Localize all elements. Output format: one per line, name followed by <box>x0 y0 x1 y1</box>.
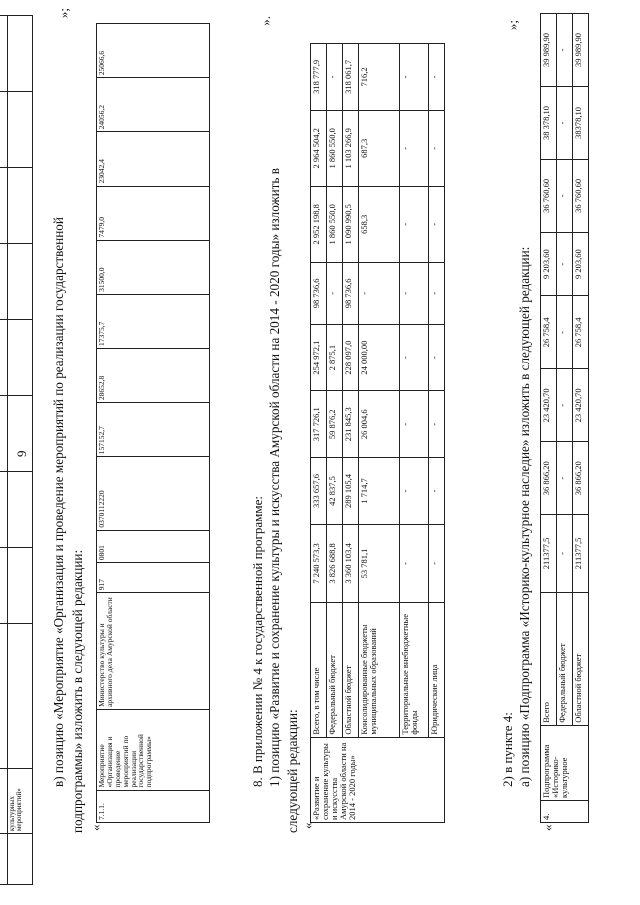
subprogram-cell: - <box>557 296 573 369</box>
subprogram-cell: 39 989,90 <box>573 14 589 87</box>
program-cell: - <box>327 44 343 111</box>
program-cell: 53 781,1 <box>359 524 400 602</box>
program-cell: 1 714,7 <box>359 458 400 525</box>
row-711-executor: Министерство культуры и архивного дела Амурской области <box>97 593 210 710</box>
top-table <box>0 15 33 885</box>
row-711-val: 23042,4 <box>97 132 210 186</box>
subprogram-cell: - <box>557 87 573 160</box>
program-cell: 59 876,2 <box>327 391 343 458</box>
subprogram-cell: - <box>557 515 573 593</box>
subprogram-cell: - <box>557 369 573 442</box>
subprogram-cell: 36 866,20 <box>541 442 557 515</box>
program-cell: - <box>359 262 400 324</box>
program-cell: 333 657,6 <box>311 458 327 525</box>
subprogram-cell: 211377,5 <box>541 515 557 593</box>
program-row-label: Консолидированные бюджеты муниципальных образований <box>359 603 400 738</box>
row-711-val: 31500,0 <box>97 240 210 294</box>
subprogram-cell: 9 203,60 <box>573 232 589 296</box>
program-cell: 98 736,6 <box>343 262 359 324</box>
subprogram-cell: - <box>557 232 573 296</box>
subprogram-cell: 38 378,10 <box>541 87 557 160</box>
program-cell: 3 360 103,4 <box>343 524 359 602</box>
subprogram-cell: 39 989,90 <box>541 14 557 87</box>
program-cell: - <box>429 324 445 391</box>
program-cell: - <box>429 458 445 525</box>
program-cell: - <box>429 186 445 262</box>
program-cell: 1 860 550,0 <box>327 186 343 262</box>
program-cell: 1 090 990,5 <box>343 186 359 262</box>
program-row-label: Областной бюджет <box>343 603 359 738</box>
program-table <box>310 43 445 823</box>
program-name: «Развитие и сохранение культуры и искусства Амурской области на 2014 - 2020 годы» <box>311 737 445 822</box>
program-row-label: Федеральный бюджет <box>327 603 343 738</box>
program-cell: - <box>429 262 445 324</box>
subprogram-cell: 26 758,4 <box>573 296 589 369</box>
program-cell: - <box>400 262 429 324</box>
subprogram-cell: 23 420,70 <box>541 369 557 442</box>
program-cell: 318 777,9 <box>311 44 327 111</box>
subprogram-cell: 36 760,60 <box>573 159 589 232</box>
program-cell: 318 061,7 <box>343 44 359 111</box>
row-711-name: Мероприятие «Организация и проведение мероприятий по реализации государственной подпрограммы» <box>97 709 210 790</box>
program-cell: - <box>400 44 429 111</box>
program-row-label: Всего, в том числе <box>311 603 327 738</box>
subprogram-row-label: Всего <box>541 592 557 725</box>
program-cell: - <box>429 391 445 458</box>
subprogram-cell: - <box>557 14 573 87</box>
program-cell: 2 875,1 <box>327 324 343 391</box>
program-cell: - <box>400 524 429 602</box>
program-cell: 1 103 266,9 <box>343 110 359 186</box>
subprogram-cell: 211377,5 <box>573 515 589 593</box>
row-711-val: 17375,7 <box>97 294 210 348</box>
row-711-val: 157152,7 <box>97 403 210 457</box>
top-table-cell: культурных мероприятий» <box>8 769 33 834</box>
program-cell: 716,2 <box>359 44 400 111</box>
program-cell: - <box>429 110 445 186</box>
program-cell: 289 105,4 <box>343 458 359 525</box>
section8-close: ». <box>258 16 273 26</box>
subprogram-row-label: Федеральный бюджет <box>557 592 573 725</box>
subprogram-cell: 36 866,20 <box>573 442 589 515</box>
item2-line-a: а) позицию «Подпрограмма «Историко-культурное наследие» изложить в следующей редакции: <box>517 246 532 787</box>
program-cell: 2 964 504,2 <box>311 110 327 186</box>
program-cell: 24 000,00 <box>359 324 400 391</box>
program-cell: 26 004,6 <box>359 391 400 458</box>
subprogram-num: 4. <box>541 801 589 823</box>
program-cell: - <box>400 324 429 391</box>
row-711-c1: 917 <box>97 563 210 593</box>
item2-heading: 2) в пункте 4: <box>500 712 515 787</box>
program-cell: 228 097,0 <box>343 324 359 391</box>
program-cell: 658,3 <box>359 186 400 262</box>
subprogram-cell: 36 760,60 <box>541 159 557 232</box>
program-row-label: Территориальные внебюджетные фонды <box>400 603 429 738</box>
subprogram-cell: 23 420,70 <box>573 369 589 442</box>
program-cell: - <box>327 262 343 324</box>
section8-heading: 8. В приложении № 4 к государственной программе: <box>250 496 265 787</box>
subprogram-table <box>540 13 589 823</box>
program-cell: - <box>400 391 429 458</box>
program-cell: 98 736,6 <box>311 262 327 324</box>
page-number: 9 <box>14 450 29 457</box>
program-cell: - <box>400 458 429 525</box>
row-711-val: 7479,0 <box>97 186 210 240</box>
program-cell: 42 837,5 <box>327 458 343 525</box>
row-711-table <box>96 23 210 823</box>
program-cell: - <box>400 186 429 262</box>
subprogram-cell: 26 758,4 <box>541 296 557 369</box>
program-cell: - <box>429 44 445 111</box>
subprogram-cell: 9 203,60 <box>541 232 557 296</box>
program-cell: - <box>400 110 429 186</box>
subprogram-cell: - <box>557 442 573 515</box>
subprogram-row-label: Областной бюджет <box>573 592 589 725</box>
subprogram-name: Подпрограмма «Историко-культурное <box>541 725 589 800</box>
row-711-val: 25066,6 <box>97 24 210 78</box>
program-cell: 3 826 688,8 <box>327 524 343 602</box>
program-cell: - <box>429 524 445 602</box>
subprogram-cell: 38378,10 <box>573 87 589 160</box>
row-711-val: 24056,2 <box>97 78 210 132</box>
section8-open-quote: « <box>300 822 315 829</box>
program-cell: 254 972,1 <box>311 324 327 391</box>
para-v-line2: подпрограммы» изложить в следующей редакции: <box>70 549 85 833</box>
item2-close: »; <box>505 20 520 31</box>
program-cell: 2 952 198,8 <box>311 186 327 262</box>
program-cell: 687,3 <box>359 110 400 186</box>
program-cell: 7 240 573,3 <box>311 524 327 602</box>
row-711-val: 28652,8 <box>97 348 210 402</box>
program-row-label: Юридические лица <box>429 603 445 738</box>
row-711-c3: 0370112220 <box>97 457 210 530</box>
para-v-open-quote: « <box>88 824 103 831</box>
row-711-num: 7.1.1. <box>97 790 210 822</box>
program-cell: 231 845,3 <box>343 391 359 458</box>
item2-open-quote: « <box>540 824 555 831</box>
row-711-c2: 0801 <box>97 530 210 562</box>
para-v-close: »; <box>56 8 71 19</box>
program-cell: 1 860 550,0 <box>327 110 343 186</box>
program-cell: 317 726,1 <box>311 391 327 458</box>
section8-item1-line1: 1) позицию «Развитие и сохранение культуры и искусства Амурской области на 2014 - 2020 годы» изложить в <box>267 168 282 787</box>
section8-item1-line2: следующей редакции: <box>285 709 300 833</box>
para-v-line1: в) позицию «Мероприятие «Организация и проведение мероприятий по реализации государственной <box>51 217 66 787</box>
subprogram-cell: - <box>557 159 573 232</box>
